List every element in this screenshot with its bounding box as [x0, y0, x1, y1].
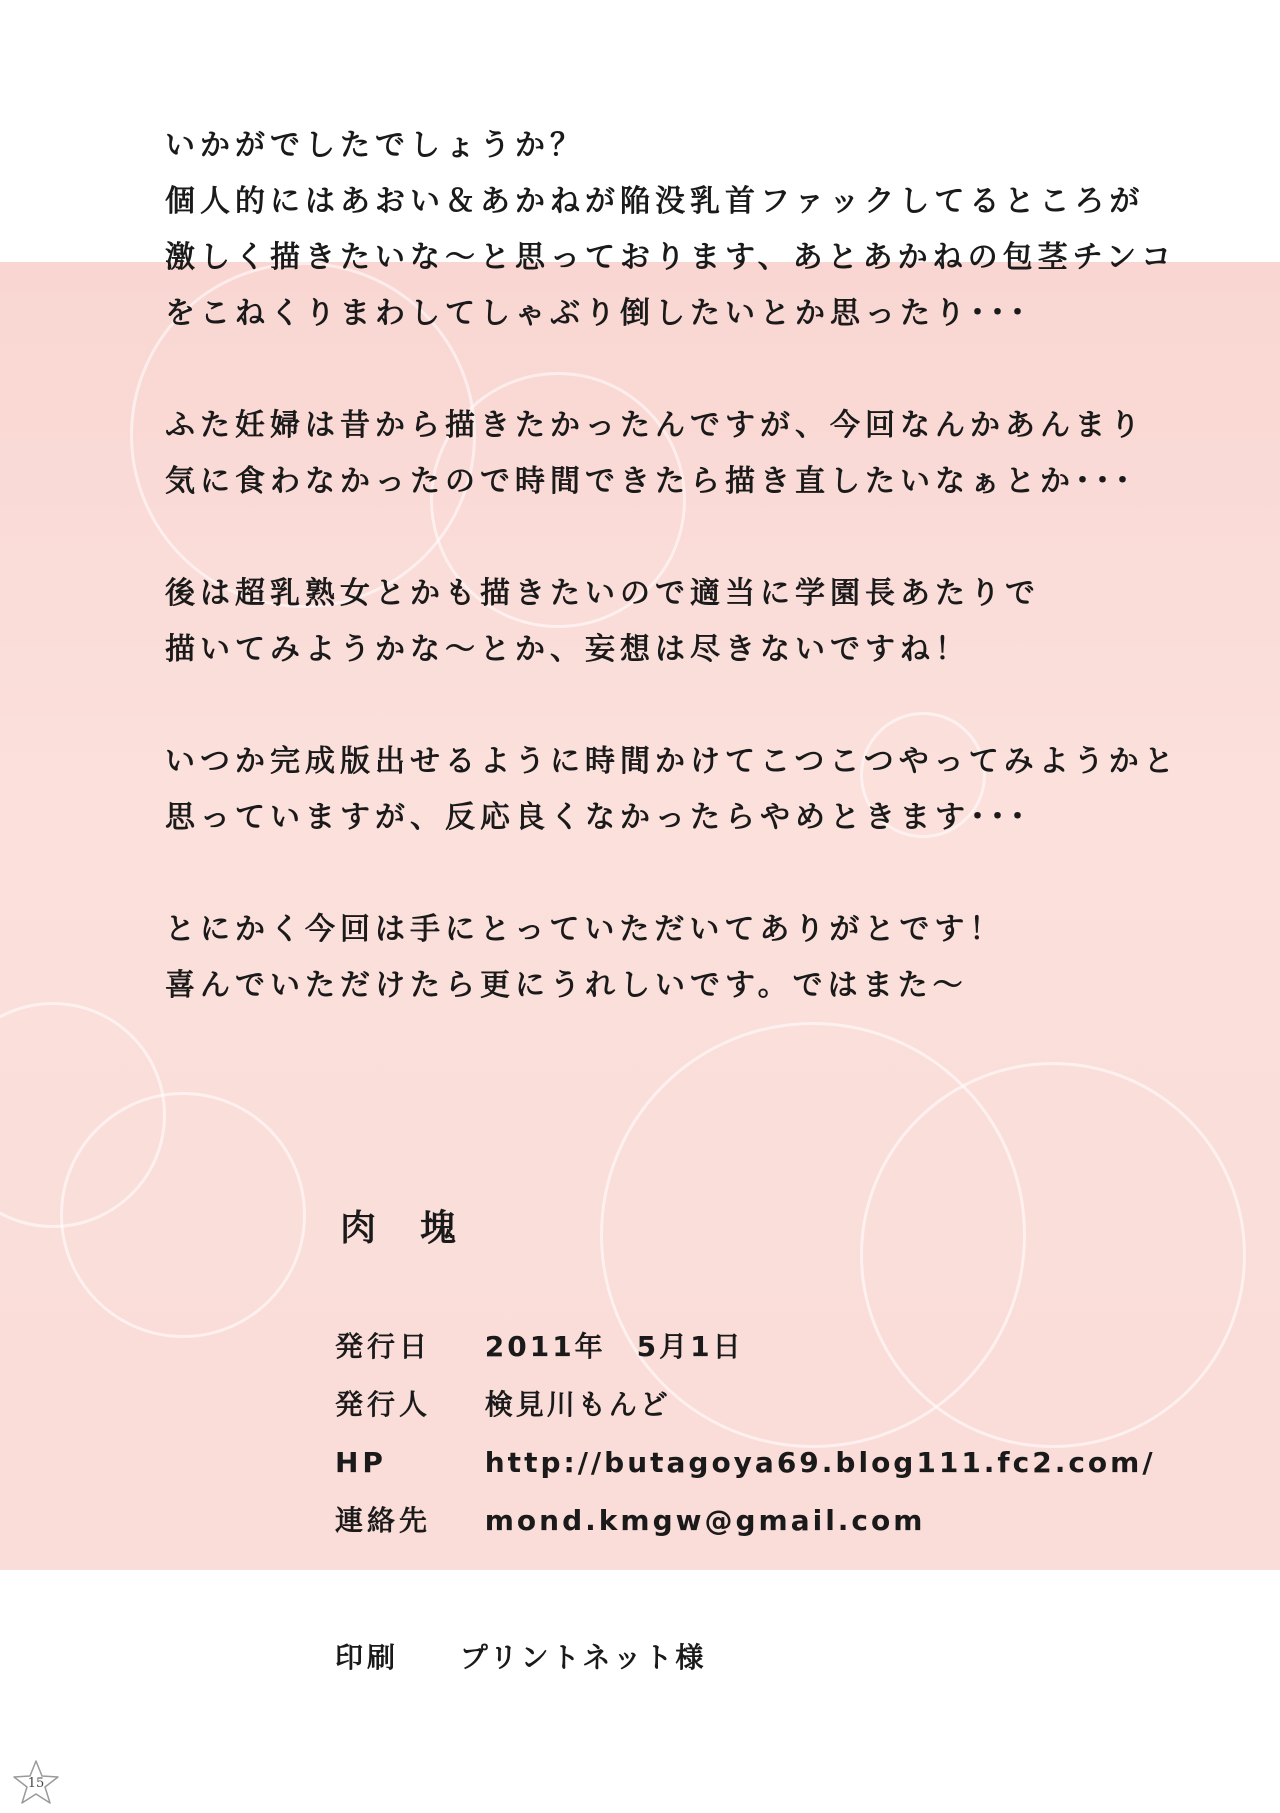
decorative-ring — [60, 1092, 306, 1338]
text-line: 激しく描きたいな～と思っております、あとあかねの包茎チンコ — [165, 240, 1177, 275]
print-value: プリントネット様 — [459, 1641, 707, 1674]
text-line: 思っていますが、反応良くなかったらやめときます･･･ — [165, 800, 1030, 835]
circle-name: 肉塊 — [340, 1208, 501, 1249]
text-line: をこねくりまわしてしゃぶり倒したいとか思ったり･･･ — [165, 296, 1030, 331]
text-line: とにかく今回は手にとっていただいてありがとです！ — [165, 912, 1005, 947]
page-number: 15 — [27, 1776, 45, 1791]
text-line: ふた妊婦は昔から描きたかったんですが、今回なんかあんまり — [165, 408, 1145, 443]
publisher-value: 検見川もんど — [484, 1388, 671, 1421]
text-line: 後は超乳熟女とかも描きたいので適当に学園長あたりで — [165, 576, 1040, 611]
hp-value: http://butagoya69.blog111.fc2.com/ — [484, 1446, 1156, 1479]
date-label: 発行日 — [335, 1330, 432, 1363]
paragraph-gap — [165, 510, 1165, 566]
afterword-text — [165, 118, 1179, 1014]
hp-label: HP — [335, 1446, 387, 1479]
paragraph-gap — [165, 846, 1165, 902]
date-value: 2011年 5月1日 — [484, 1330, 744, 1363]
page-number-badge — [10, 1758, 62, 1808]
text-line: いつか完成版出せるように時間かけてこつこつやってみようかと — [165, 744, 1179, 779]
text-line: 喜んでいただけたら更にうれしいです。ではまた～ — [165, 968, 968, 1003]
contact-label: 連絡先 — [335, 1504, 432, 1537]
colophon — [335, 1318, 1156, 1550]
text-line: いかがでしたでしょうか？ — [165, 128, 585, 163]
text-line: 個人的にはあおい＆あかねが陥没乳首ファックしてるところが — [165, 184, 1145, 219]
text-line: 気に食わなかったので時間できたら描き直したいなぁとか･･･ — [165, 464, 1135, 499]
colophon-hp-row — [335, 1434, 1156, 1492]
colophon-publisher-row — [335, 1376, 1156, 1434]
print-label: 印刷 — [335, 1641, 400, 1674]
printer-credit — [335, 1636, 706, 1676]
paragraph-gap — [165, 678, 1165, 734]
contact-value: mond.kmgw@gmail.com — [484, 1504, 926, 1537]
colophon-date-row — [335, 1318, 1156, 1376]
paragraph-gap — [165, 342, 1165, 398]
publisher-label: 発行人 — [335, 1388, 432, 1421]
colophon-contact-row — [335, 1492, 1156, 1550]
text-line: 描いてみようかな～とか、妄想は尽きないですね！ — [165, 632, 970, 667]
